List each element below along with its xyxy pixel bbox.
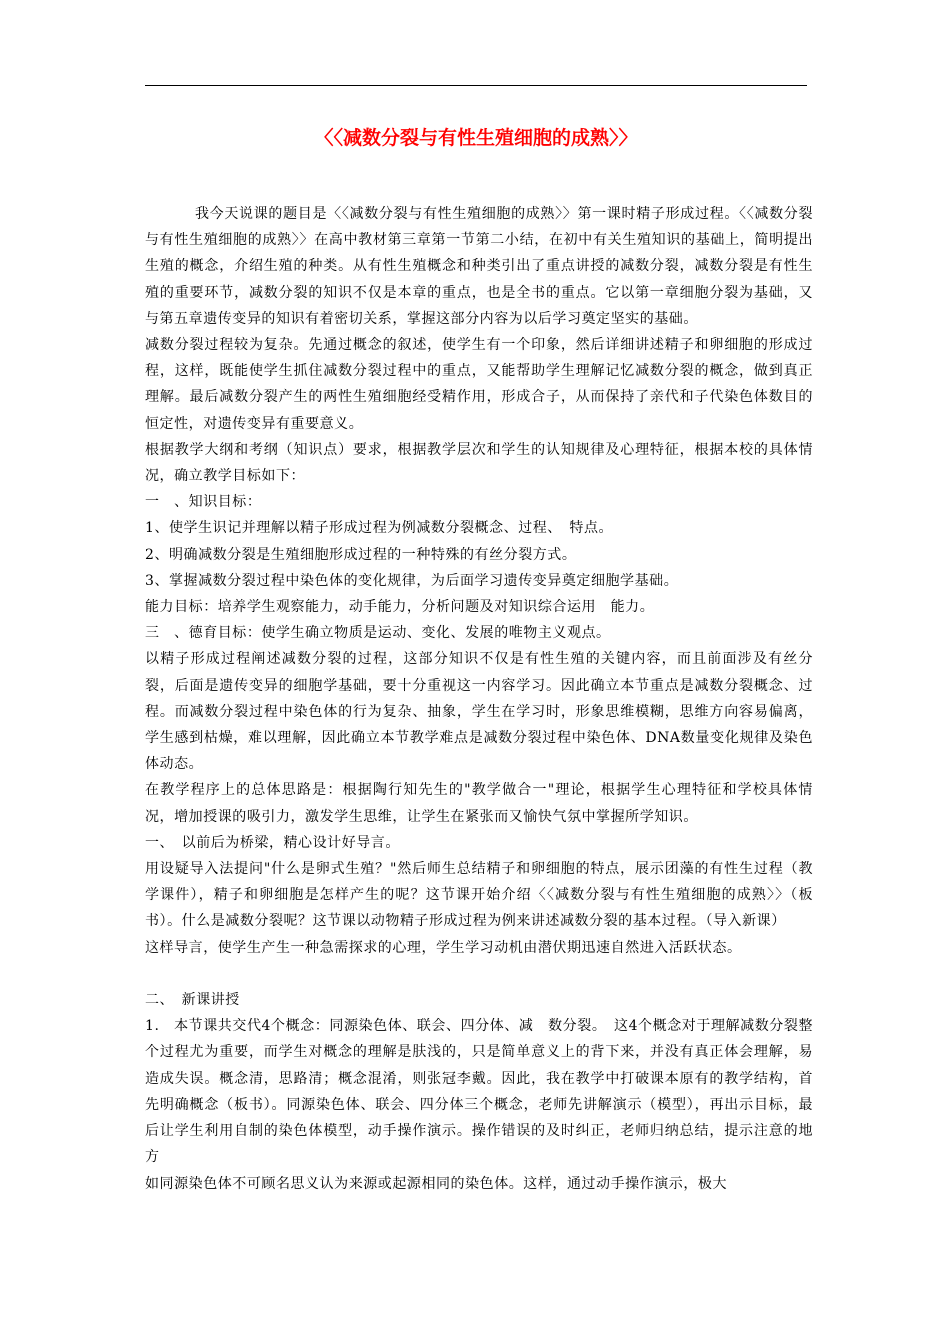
paragraph-intro: 我今天说课的题目是〈〈减数分裂与有性生殖细胞的成熟〉〉第一课时精子形成过程。〈〈减数分裂与有性生殖细胞的成熟〉〉在高中教材第三章第一节第二小结，在初中有关生殖知识的基础上，简明提出生殖的概念，介绍生殖的种类。从有性生殖概念和种类引出了重点讲授的减数分裂，减数分裂是有性生殖的重要环节，减数分裂的知识不仅是本章的重点，也是全书的重点。它以第一章细胞分裂为基础，又与第五章遗传变异的知识有着密切关系，掌握这部分内容为以后学习奠定坚实的基础。 bbox=[145, 206, 813, 327]
paragraph-concepts: 1. 本节课共交代4个概念：同源染色体、联会、四分体、减 数分裂。 这4个概念对于理解减数分裂整个过程尤为重要，而学生对概念的理解是肤浅的，只是简单意义上的背下来，并没有真正体会理解，易造成失误。概念清，思路清；概念混淆，则张冠李戴。因此，我在教学中打破课本原有的教学结构，首先明确概念（板书）。同源染色体、联会、四分体三个概念，老师先讲解演示（模型），再出示目标，最后让学生利用自制的染色体模型，动手操作演示。操作错误的及时纠正，老师归纳总结，提示注意的地方 bbox=[145, 1018, 813, 1166]
paragraph-key-points: 以精子形成过程阐述减数分裂的过程，这部分知识不仅是有性生殖的关键内容，而且前面涉及有丝分裂，后面是遗传变异的细胞学基础，要十分重视这一内容学习。因此确立本节重点是减数分裂概念、过程。而减数分裂过程中染色体的行为复杂、抽象，学生在学习时，形象思维模糊，思维方向容易偏离，学生感到枯燥，难以理解，因此确立本节教学难点是减数分裂过程中染色体、DNA数量变化规律及染色体动态。 bbox=[145, 651, 813, 773]
heading-new-lesson: 二、 新课讲授 bbox=[145, 992, 240, 1009]
heading-introduction: 一、 以前后为桥梁，精心设计好导言。 bbox=[145, 834, 400, 851]
heading-knowledge-goals: 一 、知识目标： bbox=[145, 494, 262, 511]
list-item-goal-3: 3、掌握减数分裂过程中染色体的变化规律，为后面学习遗传变异奠定细胞学基础。 bbox=[145, 572, 679, 589]
paragraph-introduction-method: 用设疑导入法提问"什么是卵式生殖？"然后师生总结精子和卵细胞的特点，展示团藻的有性生过程（教学课件），精子和卵细胞是怎样产生的呢？这节课开始介绍〈〈减数分裂与有性生殖细胞的成熟〉〉（板书）。什么是减数分裂呢？这节课以动物精子形成过程为例来讲述减数分裂的基本过程。（导入新课） bbox=[145, 861, 813, 930]
paragraph-meiosis-overview: 减数分裂过程较为复杂。先通过概念的叙述，使学生有一个印象，然后详细讲述精子和卵细胞的形成过程，这样，既能使学生抓住减数分裂过程中的重点，又能帮助学生理解记忆减数分裂的概念，做到真正理解。最后减数分裂产生的两性生殖细胞经受精作用，形成合子，从而保持了亲代和子代染色体数目的恒定性，对遗传变异有重要意义。 bbox=[145, 337, 813, 432]
paragraph-ability-goals: 能力目标：培养学生观察能力，动手能力，分析问题及对知识综合运用 能力。 bbox=[145, 599, 655, 616]
document-body bbox=[145, 201, 813, 1197]
paragraph-spacer bbox=[145, 961, 813, 987]
document-title: 〈〈减数分裂与有性生殖细胞的成熟〉〉 bbox=[314, 127, 638, 149]
paragraph-moral-goals: 三 、德育目标：使学生确立物质是运动、变化、发展的唯物主义观点。 bbox=[145, 625, 611, 642]
paragraph-teaching-goals: 根据教学大纲和考纲（知识点）要求，根据教学层次和学生的认知规律及心理特征，根据本校的具体情况，确立教学目标如下： bbox=[145, 441, 813, 485]
paragraph-introduction-effect: 这样导言，使学生产生一种急需探求的心理，学生学习动机由潜伏期迅速自然进入活跃状态。 bbox=[145, 939, 742, 956]
paragraph-teaching-approach: 在教学程序上的总体思路是：根据陶行知先生的"教学做合一"理论，根据学生心理特征和学校具体情况，增加授课的吸引力，激发学生思维，让学生在紧张而又愉快气氛中掌握所学知识。 bbox=[145, 782, 813, 825]
list-item-goal-1: 1、使学生识记并理解以精子形成过程为例减数分裂概念、过程、 特点。 bbox=[145, 520, 614, 537]
paragraph-homologous-example: 如同源染色体不可顾名思义认为来源或起源相同的染色体。这样，通过动手操作演示，极大 bbox=[145, 1175, 727, 1192]
list-item-goal-2: 2、明确减数分裂是生殖细胞形成过程的一种特殊的有丝分裂方式。 bbox=[145, 546, 577, 563]
header-rule bbox=[145, 85, 807, 86]
